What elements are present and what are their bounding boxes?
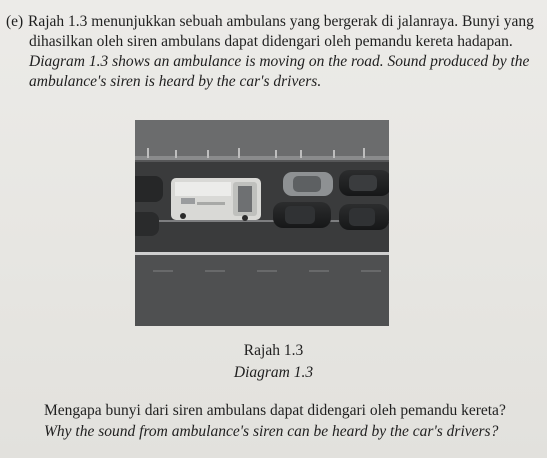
lower-road <box>135 255 389 326</box>
question-english-line-2: ambulance's siren is heard by the car's drivers. <box>29 72 322 90</box>
car-dark-lower-1 <box>273 202 331 228</box>
figure-caption-english: Diagram 1.3 <box>233 364 314 381</box>
question-english-line-1: Diagram 1.3 shows an ambulance is moving on the road. Sound produced by the <box>29 53 530 70</box>
question-malay-line-2: dihasilkan oleh siren ambulans dapat didengari oleh pemandu kereta hadapan. <box>29 32 513 50</box>
figure-caption-malay: Rajah 1.3 <box>243 342 304 359</box>
car-silver <box>283 172 333 196</box>
sidewalk-top <box>135 120 389 158</box>
car-dark-lower-2 <box>339 204 389 230</box>
ambulance <box>171 178 261 221</box>
question-malay-line-1: Rajah 1.3 menunjukkan sebuah ambulans yang bergerak di jalanraya. Bunyi yang <box>28 13 534 30</box>
followup-question-malay: Mengapa bunyi dari siren ambulans dapat didengari oleh pemandu kereta? <box>44 402 506 419</box>
question-e-english <box>29 52 534 91</box>
road-edge-line <box>135 252 389 255</box>
followup-question-english: Why the sound from ambulance's siren can be heard by the car's drivers? <box>44 423 499 440</box>
question-label: (e) <box>6 13 24 30</box>
curb-line <box>135 156 389 160</box>
ambulance-road-photo <box>135 120 389 326</box>
car-dark-top <box>339 170 389 196</box>
question-e-malay <box>6 12 542 51</box>
